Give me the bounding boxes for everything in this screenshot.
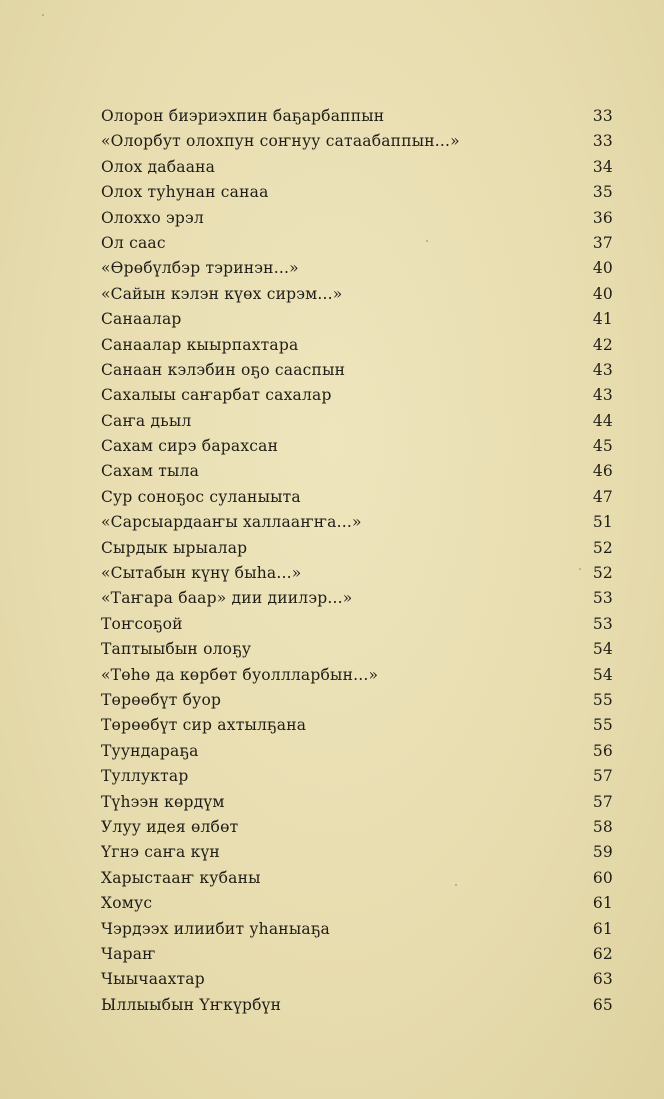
toc-entry-page-number: 35 (592, 183, 613, 202)
toc-entry-title: Ол саас (101, 233, 166, 252)
toc-entry-page-number: 61 (592, 894, 613, 913)
toc-entry (101, 206, 613, 231)
toc-entry-page-number: 44 (592, 411, 613, 430)
toc-entry-title: Улуу идея өлбөт (101, 817, 239, 836)
toc-entry-title: Сырдык ырыалар (101, 538, 248, 557)
toc-entry (101, 713, 613, 738)
toc-entry-page-number: 43 (592, 360, 613, 379)
toc-entry-page-number: 53 (592, 589, 613, 608)
toc-entry (101, 129, 613, 154)
toc-entry-page-number: 43 (592, 386, 613, 405)
toc-entry-title: Туллуктар (101, 767, 189, 786)
toc-entry-page-number: 65 (592, 995, 613, 1014)
toc-entry (101, 510, 613, 535)
toc-entry-page-number: 40 (592, 284, 613, 303)
toc-entry-page-number: 59 (592, 843, 613, 862)
toc-entry (101, 231, 613, 256)
toc-entry-title: Сахам тыла (101, 462, 200, 481)
toc-entry-title: Үгнэ саҥа күн (101, 843, 220, 862)
toc-entry (101, 663, 613, 688)
toc-entry (101, 282, 613, 307)
toc-entry (101, 764, 613, 789)
toc-entry-page-number: 52 (592, 564, 613, 583)
toc-entry-title: Сахалыы саҥарбат сахалар (101, 386, 332, 405)
toc-entry-page-number: 54 (592, 640, 613, 659)
toc-entry (101, 586, 613, 611)
toc-entry (101, 383, 613, 408)
table-of-contents (101, 104, 613, 1018)
toc-entry-page-number: 60 (592, 868, 613, 887)
toc-entry (101, 993, 613, 1018)
toc-entry (101, 561, 613, 586)
toc-entry-title: «Таҥара баар» дии диилэр...» (101, 589, 353, 608)
toc-entry-title: Сахам сирэ барахсан (101, 437, 279, 456)
toc-entry (101, 688, 613, 713)
toc-entry-title: Санаан кэлэбин оҕо сааспын (101, 360, 346, 379)
toc-entry-title: «Сайын кэлэн күөх сирэм...» (101, 284, 343, 303)
toc-entry-page-number: 51 (592, 513, 613, 532)
toc-entry-page-number: 41 (592, 310, 613, 329)
toc-entry (101, 612, 613, 637)
toc-entry-title: Туундараҕа (101, 741, 199, 760)
toc-entry-title: Олох дабаана (101, 157, 216, 176)
toc-entry (101, 434, 613, 459)
toc-entry-title: Хомус (101, 894, 153, 913)
toc-entry-page-number: 55 (592, 716, 613, 735)
toc-entry-page-number: 58 (592, 817, 613, 836)
toc-entry-title: «Сытабын күнү быһа...» (101, 564, 302, 583)
toc-entry-title: Олорон биэриэхпин баҕарбаппын (101, 107, 385, 125)
toc-entry (101, 891, 613, 916)
toc-entry-page-number: 61 (592, 919, 613, 938)
toc-entry-page-number: 47 (592, 487, 613, 506)
toc-entry-title: Саҥа дьыл (101, 411, 192, 430)
toc-entry-page-number: 54 (592, 665, 613, 684)
toc-entry (101, 180, 613, 205)
toc-entry-page-number: 40 (592, 259, 613, 278)
toc-entry-page-number: 45 (592, 437, 613, 456)
toc-entry-page-number: 36 (592, 208, 613, 227)
toc-entry-page-number: 57 (592, 792, 613, 811)
toc-entry (101, 840, 613, 865)
toc-entry-title: Олох туһунан санаа (101, 183, 269, 202)
toc-entry-title: Чэрдээх илиибит уһаныаҕа (101, 919, 330, 938)
toc-entry (101, 942, 613, 967)
toc-entry (101, 485, 613, 510)
toc-entry-title: «Сарсыардааҥы халлааҥҥа...» (101, 513, 362, 532)
toc-entry-page-number: 33 (592, 132, 613, 151)
toc-entry-title: Төрөөбүт сир ахтылҕана (101, 716, 307, 735)
toc-entry (101, 409, 613, 434)
toc-entry (101, 739, 613, 764)
toc-entry-title: Олоххо эрэл (101, 208, 204, 227)
toc-entry (101, 104, 613, 129)
toc-entry-title: Санаалар кыырпахтара (101, 335, 299, 354)
toc-entry-page-number: 63 (592, 970, 613, 989)
toc-entry-title: Таптыыбын олоҕу (101, 640, 252, 659)
toc-entry (101, 459, 613, 484)
toc-entry-page-number: 53 (592, 614, 613, 633)
toc-entry-page-number: 34 (592, 157, 613, 176)
toc-entry-page-number: 57 (592, 767, 613, 786)
toc-entry (101, 637, 613, 662)
toc-entry (101, 155, 613, 180)
toc-entry-title: Харыстааҥ кубаны (101, 868, 261, 887)
toc-entry (101, 333, 613, 358)
toc-entry-title: Төрөөбүт буор (101, 690, 222, 709)
paper-speck (42, 14, 44, 16)
toc-entry-title: Тоҥсоҕой (101, 614, 183, 633)
toc-entry-page-number: 37 (592, 233, 613, 252)
toc-entry (101, 536, 613, 561)
toc-entry-page-number: 42 (592, 335, 613, 354)
toc-entry-title: «Олорбут олохпун соҥнуу сатаабаппын...» (101, 132, 460, 151)
toc-entry (101, 967, 613, 992)
toc-entry-page-number: 46 (592, 462, 613, 481)
toc-entry-title: Сур соноҕос суланыыта (101, 487, 301, 506)
toc-entry (101, 866, 613, 891)
toc-entry (101, 790, 613, 815)
toc-entry-page-number: 33 (592, 107, 613, 125)
toc-entry (101, 256, 613, 281)
toc-entry-title: Түһээн көрдүм (101, 792, 225, 811)
toc-entry-title: Ыллыыбын Үҥкүрбүн (101, 995, 282, 1014)
toc-entry-title: Санаалар (101, 310, 182, 329)
toc-entry (101, 358, 613, 383)
toc-entry-page-number: 55 (592, 690, 613, 709)
toc-entry-title: Чараҥ (101, 944, 156, 963)
toc-entry (101, 815, 613, 840)
toc-entry-page-number: 62 (592, 944, 613, 963)
toc-entry-page-number: 52 (592, 538, 613, 557)
toc-entry-page-number: 56 (592, 741, 613, 760)
toc-entry-title: «Өрөбүлбэр тэринэн...» (101, 259, 299, 278)
toc-entry-title: «Төһө да көрбөт буоллларбын...» (101, 665, 379, 684)
toc-entry (101, 917, 613, 942)
toc-entry (101, 307, 613, 332)
toc-entry-title: Чыычаахтар (101, 970, 205, 989)
